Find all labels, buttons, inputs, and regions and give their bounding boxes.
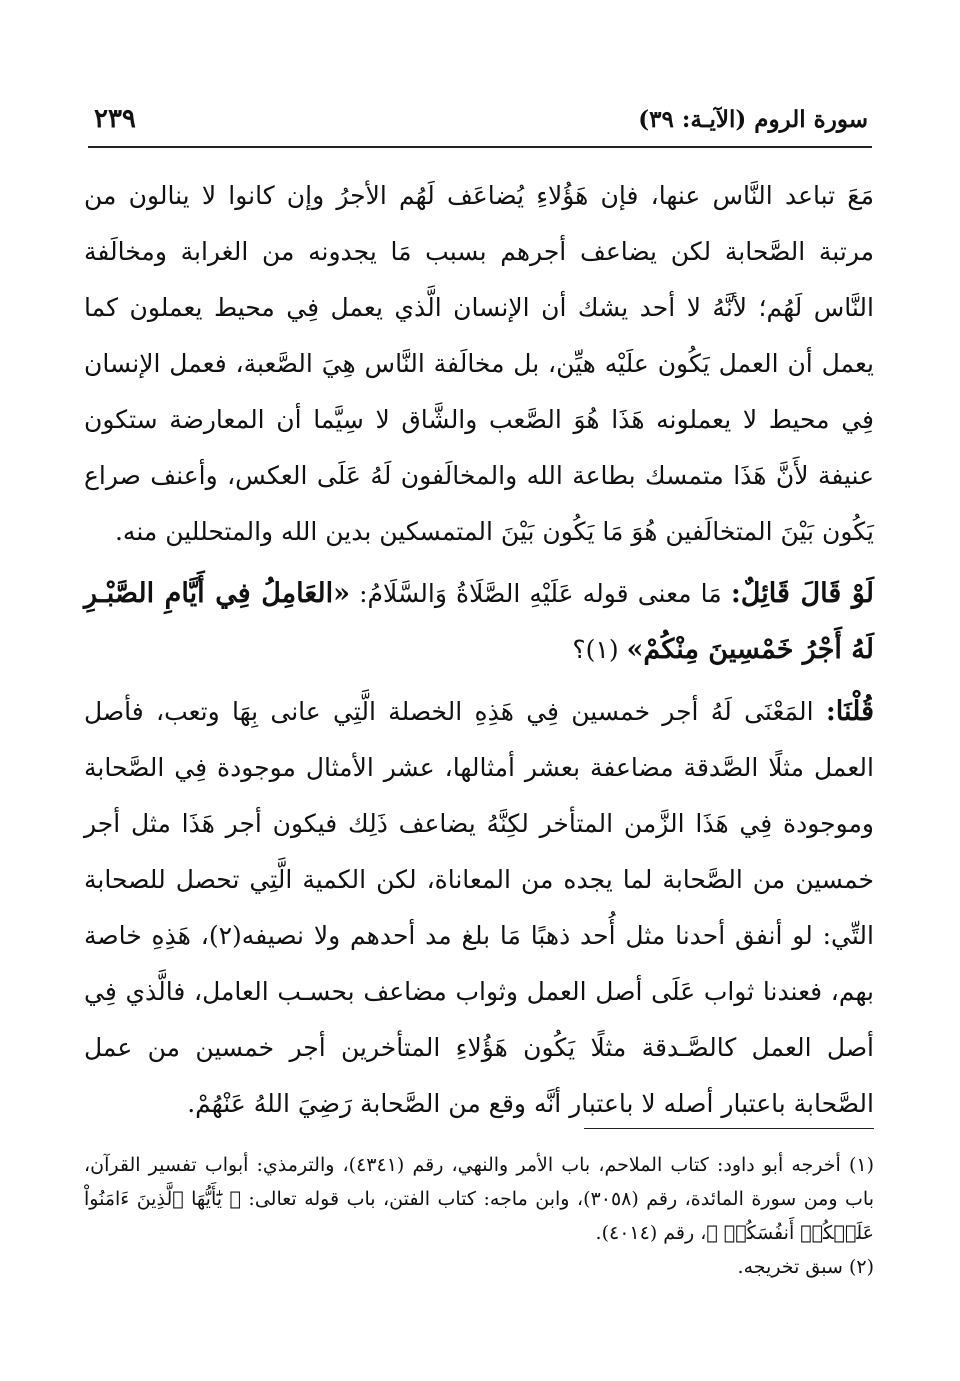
paragraph-2	[84, 566, 874, 678]
paragraph-1	[84, 168, 874, 560]
footnote-marker: (١)؟	[572, 635, 619, 664]
answer-lead: قُلْنَا:	[825, 696, 874, 727]
page-header	[88, 100, 872, 140]
main-text	[84, 168, 874, 1138]
paragraph-text: مَا معنى قوله عَلَيْهِ الصَّلَاةُ وَالسَّلَامُ:	[350, 579, 722, 608]
footnote-2: (٢) سبق تخريجه.	[737, 1256, 874, 1278]
running-title: سورة الروم (الآيـة: ٣٩)	[638, 106, 868, 133]
footnote-divider	[584, 1128, 874, 1129]
hadith-quote: «العَامِلُ فِي أَيَّامِ الصَّبْـرِ لَهُ أَجْرُ خَمْسِينَ مِنْكُمْ»	[84, 578, 874, 665]
paragraph-3	[84, 684, 874, 1132]
question-lead: لَوْ قَالَ قَائِلٌ:	[730, 578, 874, 609]
footnotes	[84, 1148, 874, 1284]
footnote-1: (١) أخرجه أبو داود: كتاب الملاحم، باب الأمر والنهي، رقم (٤٣٤١)، والترمذي: أبواب تفسير القرآن، باب ومن سورة المائدة، رقم (٣٠٥٨)، وابن ماجه: كتاب الفتن، باب قوله تعالى: ﴿ يَٰٓأَيُّهَا ٱلَّذِينَ ءَامَنُواْ عَلَيۡكُمۡ أَنفُسَكُمۡ ﴾، رقم (٤٠١٤).	[84, 1154, 874, 1244]
paragraph-text: المَعْنَى لَهُ أجر خمسين فِي هَذِهِ الخصلة الَّتِي عانى بِهَا وتعب، فأصل العمل مثلًا الصَّدقة مضاعفة بعشر أمثالها، عشر الأمثال موجودة فِي الصَّحابة وموجودة فِي هَذَا الزَّمن المتأخر لكِنَّهُ يضاعف ذَلِك فيكون أجر هَذَا مثل أجر خمسين من الصَّحابة لما يجده من المعاناة، لكن الكمية الَّتِي تحصل للصحابة التِّي: لو أنفق أحدنا مثل أُحد ذهبًا مَا بلغ مد أحدهم ولا نصيفه(٢)، هَذِهِ خاصة بهم، فعندنا ثواب عَلَى أصل العمل وثواب مضاعف بحسـب العامل، فالَّذي فِي أصل العمل كالصَّـدقة مثلًا يَكُون هَؤُلاءِ المتأخرين أجر خمسين من عمل الصَّحابة باعتبار أصله لا باعتبار أنَّه وقع من الصَّحابة رَضِيَ اللهُ عَنْهُمْ.	[84, 697, 874, 1118]
page-number: ٢٣٩	[94, 104, 136, 134]
paragraph-text: مَعَ تباعد النَّاس عنها، فإن هَؤُلاءِ يُضاعَف لَهُم الأجرُ وإن كانوا لا ينالون من مرتبة الصَّحابة لكن يضاعف أجرهم بسبب مَا يجدونه من الغرابة ومخالَفة النَّاس لَهُم؛ لأنَّهُ لا أحد يشك أن الإنسان الَّذي يعمل فِي محيط يعملون كما يعمل أن العمل يَكُون علَيْه هيِّن، بل مخالَفة النَّاس هِيَ الصَّعبة، فعمل الإنسان فِي محيط لا يعملونه هَذَا هُوَ الصَّعب والشَّاق لا سِيَّما أن المعارضة ستكون عنيفة لأَنَّ هَذَا متمسك بطاعة الله والمخالَفون لَهُ عَلَى العكس، وأعنف صراع يَكُون بَيْنَ المتخالَفين هُوَ مَا يَكُون بَيْنَ المتمسكين بدين الله والمتحللين منه.	[84, 181, 874, 546]
header-divider	[88, 146, 872, 148]
